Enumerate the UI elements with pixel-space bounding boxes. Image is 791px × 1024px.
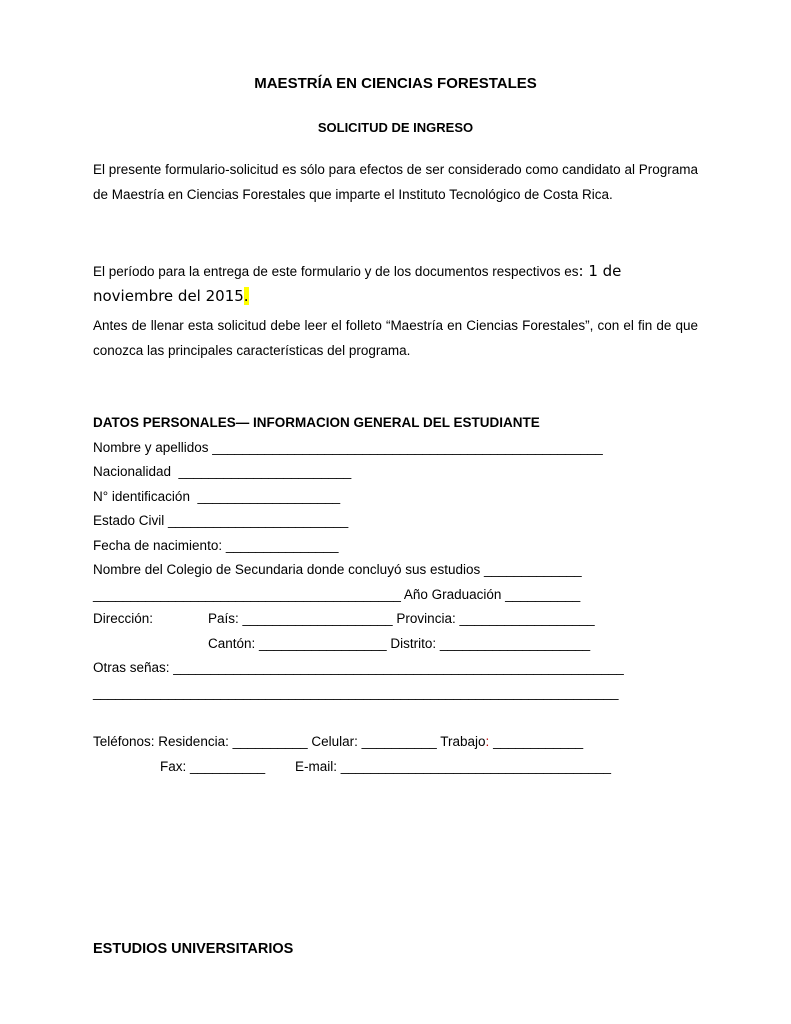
trabajo-blank: ____________ <box>489 734 584 749</box>
colegio-field[interactable]: Nombre del Colegio de Secundaria donde concluyó sus estudios _____________ <box>93 562 582 577</box>
telefonos-field[interactable] <box>93 734 583 749</box>
estado-civil-field[interactable]: Estado Civil ________________________ <box>93 513 349 528</box>
graduacion-field[interactable]: _________________________________________ Año Graduación __________ <box>93 587 581 602</box>
deadline-line-1 <box>93 262 621 280</box>
email-field[interactable]: E-mail: ____________________________________ <box>295 759 612 774</box>
fecha-nacimiento-field[interactable]: Fecha de nacimiento: _______________ <box>93 538 339 553</box>
highlighted-period: . <box>243 287 249 305</box>
document-subtitle: SOLICITUD DE INGRESO <box>317 120 474 135</box>
canton-distrito-field[interactable]: Cantón: _________________ Distrito: ____________________ <box>208 636 591 651</box>
deadline-text: El período para la entrega de este formulario y de los documentos respectivos es <box>93 264 579 279</box>
personal-data-heading: DATOS PERSONALES— INFORMACION GENERAL DEL ESTUDIANTE <box>93 415 540 430</box>
university-studies-heading: ESTUDIOS UNIVERSITARIOS <box>93 941 294 957</box>
intro-paragraph: El presente formulario-solicitud es sólo para efectos de ser considerado como candidato al Programa de Maestría en Ciencias Forestales que imparte el Instituto Tecnológico de Costa Rica. <box>93 162 698 202</box>
brochure-note: Antes de llenar esta solicitud debe leer el folleto “Maestría en Ciencias Forestales”, con el fin de que conozca las principales características del programa. <box>93 318 698 358</box>
deadline-line-2 <box>93 287 249 305</box>
identificacion-field[interactable]: N° identificación ___________________ <box>93 489 341 504</box>
direccion-label: Dirección: <box>93 611 154 626</box>
otras-senas-line-2[interactable]: ______________________________________________________________________ <box>93 685 619 700</box>
telefonos-colon: : <box>485 734 490 749</box>
telefonos-text: Teléfonos: Residencia: __________ Celular: __________ Trabajo <box>93 734 486 749</box>
pais-provincia-field[interactable]: País: ____________________ Provincia: __________________ <box>208 611 595 626</box>
deadline-date-end: noviembre del 2015 <box>93 287 244 305</box>
deadline-date-start: : 1 de <box>578 262 622 280</box>
fax-field[interactable]: Fax: __________ <box>160 759 266 774</box>
nombre-field[interactable]: Nombre y apellidos ____________________________________________________ <box>93 440 603 455</box>
nacionalidad-field[interactable]: Nacionalidad _______________________ <box>93 464 352 479</box>
otras-senas-field[interactable]: Otras señas: ____________________________________________________________ <box>93 660 624 675</box>
document-title: MAESTRÍA EN CIENCIAS FORESTALES <box>254 75 537 92</box>
